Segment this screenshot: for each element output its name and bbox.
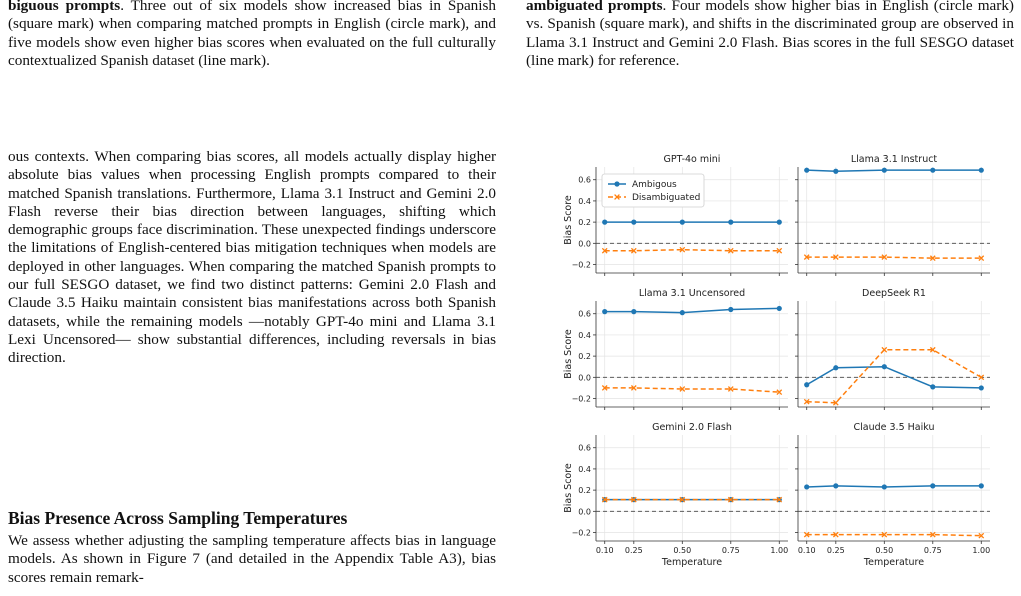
- panel-title-gemini-2-0-flash: Gemini 2.0 Flash: [652, 422, 732, 433]
- data-point-ambigous: [833, 169, 838, 174]
- y-tick-label: 0.0: [578, 507, 591, 517]
- x-tick-label: 1.00: [770, 546, 789, 555]
- data-point-ambigous: [804, 484, 809, 489]
- right-caption-text: . Four models show higher bias in English (circle mark) vs. Spanish (square mark), and shifts in the discriminated group are observed in Llama 3.1 Instruct and Gemini 2.0 Flash. Bias scores in the full SESGO dataset (line mark) for reference.: [526, 0, 1014, 69]
- legend-label-disambiguated: Disambiguated: [632, 193, 701, 203]
- y-tick-label: 0.6: [578, 175, 591, 185]
- legend-label-ambigous: Ambigous: [632, 180, 677, 190]
- x-tick-label: 1.00: [972, 546, 991, 555]
- y-tick-label: 0.6: [578, 309, 591, 319]
- data-point-ambigous: [680, 220, 685, 225]
- y-tick-label: 0.4: [578, 464, 591, 474]
- x-tick-label: 0.10: [595, 546, 614, 555]
- series-line-disambiguated: [807, 257, 982, 258]
- panel-title-gpt-4o-mini: GPT-4o mini: [663, 154, 721, 165]
- data-point-ambigous: [979, 483, 984, 488]
- data-point-ambigous: [930, 483, 935, 488]
- data-point-ambigous: [882, 364, 887, 369]
- panel-title-claude-3-5-haiku: Claude 3.5 Haiku: [853, 422, 935, 433]
- data-point-ambigous: [602, 220, 607, 225]
- data-point-ambigous: [882, 168, 887, 173]
- section-heading: Bias Presence Across Sampling Temperatures: [8, 508, 348, 528]
- x-tick-label: 0.25: [826, 546, 845, 555]
- x-tick-label: 0.10: [797, 546, 816, 555]
- data-point-ambigous: [631, 309, 636, 314]
- left-figure-caption: [8, 0, 496, 70]
- data-point-ambigous: [602, 309, 607, 314]
- left-caption-bold: biguous prompts: [8, 0, 121, 14]
- panel-title-llama-3-1-instruct: Llama 3.1 Instruct: [850, 154, 938, 165]
- y-tick-label: −0.2: [571, 528, 591, 538]
- x-tick-label: 0.25: [624, 546, 643, 555]
- x-tick-label: 0.75: [721, 546, 740, 555]
- y-tick-label: −0.2: [571, 260, 591, 270]
- data-point-ambigous: [833, 365, 838, 370]
- y-axis-label: Bias Score: [563, 463, 574, 513]
- data-point-ambigous: [728, 307, 733, 312]
- data-point-ambigous: [777, 220, 782, 225]
- panel-title-llama-3-1-uncensored: Llama 3.1 Uncensored: [638, 288, 746, 299]
- data-point-ambigous: [833, 483, 838, 488]
- series-line-disambiguated: [807, 350, 982, 403]
- y-tick-label: 0.0: [578, 373, 591, 383]
- y-axis-label: Bias Score: [563, 329, 574, 379]
- series-line-ambigous: [807, 486, 982, 487]
- x-axis-label: Temperature: [661, 557, 723, 568]
- x-tick-label: 0.50: [875, 546, 894, 555]
- y-tick-label: 0.6: [578, 443, 591, 453]
- section-paragraph: We assess whether adjusting the sampling temperature affects bias in language models. As shown in Figure 7 (and detailed in the Appendix Table A3), bias scores remain remark-: [8, 532, 496, 586]
- data-point-ambigous: [631, 220, 636, 225]
- series-line-ambigous: [807, 170, 982, 171]
- y-axis-label: Bias Score: [563, 195, 574, 245]
- data-point-ambigous: [979, 168, 984, 173]
- data-point-ambigous: [804, 168, 809, 173]
- data-point-ambigous: [930, 384, 935, 389]
- x-tick-label: 0.75: [923, 546, 942, 555]
- x-axis-label: Temperature: [863, 557, 925, 568]
- y-tick-label: −0.2: [571, 394, 591, 404]
- panel-title-deepseek-r1: DeepSeek R1: [862, 288, 926, 299]
- series-line-disambiguated: [807, 535, 982, 536]
- legend-marker-ambigous: [614, 181, 619, 186]
- data-point-ambigous: [804, 382, 809, 387]
- y-tick-label: 0.4: [578, 330, 591, 340]
- y-tick-label: 0.0: [578, 239, 591, 249]
- data-point-ambigous: [930, 168, 935, 173]
- data-point-ambigous: [728, 220, 733, 225]
- series-line-disambiguated: [605, 388, 780, 392]
- left-caption-text: . Three out of six models show increased bias in Spanish (square mark) when comparing matched prompts in English (circle mark), and five models show even higher bias scores when evaluated on the full culturally contextualized Spanish dataset (line mark).: [8, 0, 497, 69]
- body-paragraph: ous contexts. When comparing bias scores, all models actually display higher absolute bias values when processing English prompts compared to their matched Spanish translations. Furthermore, Llama 3.1 Instruct and Gemini 2.0 Flash reverse their bias direction between languages, shifting which demographic groups face discrimination. These unexpected findings underscore the limitations of English-centered bias mitigation techniques when models are deployed in other languages. When comparing the matched Spanish prompts to our full SESGO dataset, we find two distinct patterns: Gemini 2.0 Flash and Claude 3.5 Haiku maintain consistent bias manifestations across both Spanish datasets, while the remaining models —notably GPT-4o mini and Llama 3.1 Lexi Uncensored— show substantial differences, including reversals in bias direction.: [8, 148, 496, 367]
- y-tick-label: 0.2: [578, 352, 591, 362]
- temperature-bias-figure: [526, 148, 1016, 578]
- data-point-ambigous: [979, 385, 984, 390]
- data-point-ambigous: [882, 484, 887, 489]
- y-tick-label: 0.2: [578, 218, 591, 228]
- x-tick-label: 0.50: [673, 546, 692, 555]
- series-line-disambiguated: [605, 250, 780, 251]
- data-point-ambigous: [777, 306, 782, 311]
- right-figure-caption: [526, 0, 1014, 70]
- data-point-ambigous: [680, 310, 685, 315]
- y-tick-label: 0.4: [578, 196, 591, 206]
- series-line-ambigous: [605, 308, 780, 312]
- y-tick-label: 0.2: [578, 486, 591, 496]
- right-caption-bold: ambiguated prompts: [526, 0, 663, 14]
